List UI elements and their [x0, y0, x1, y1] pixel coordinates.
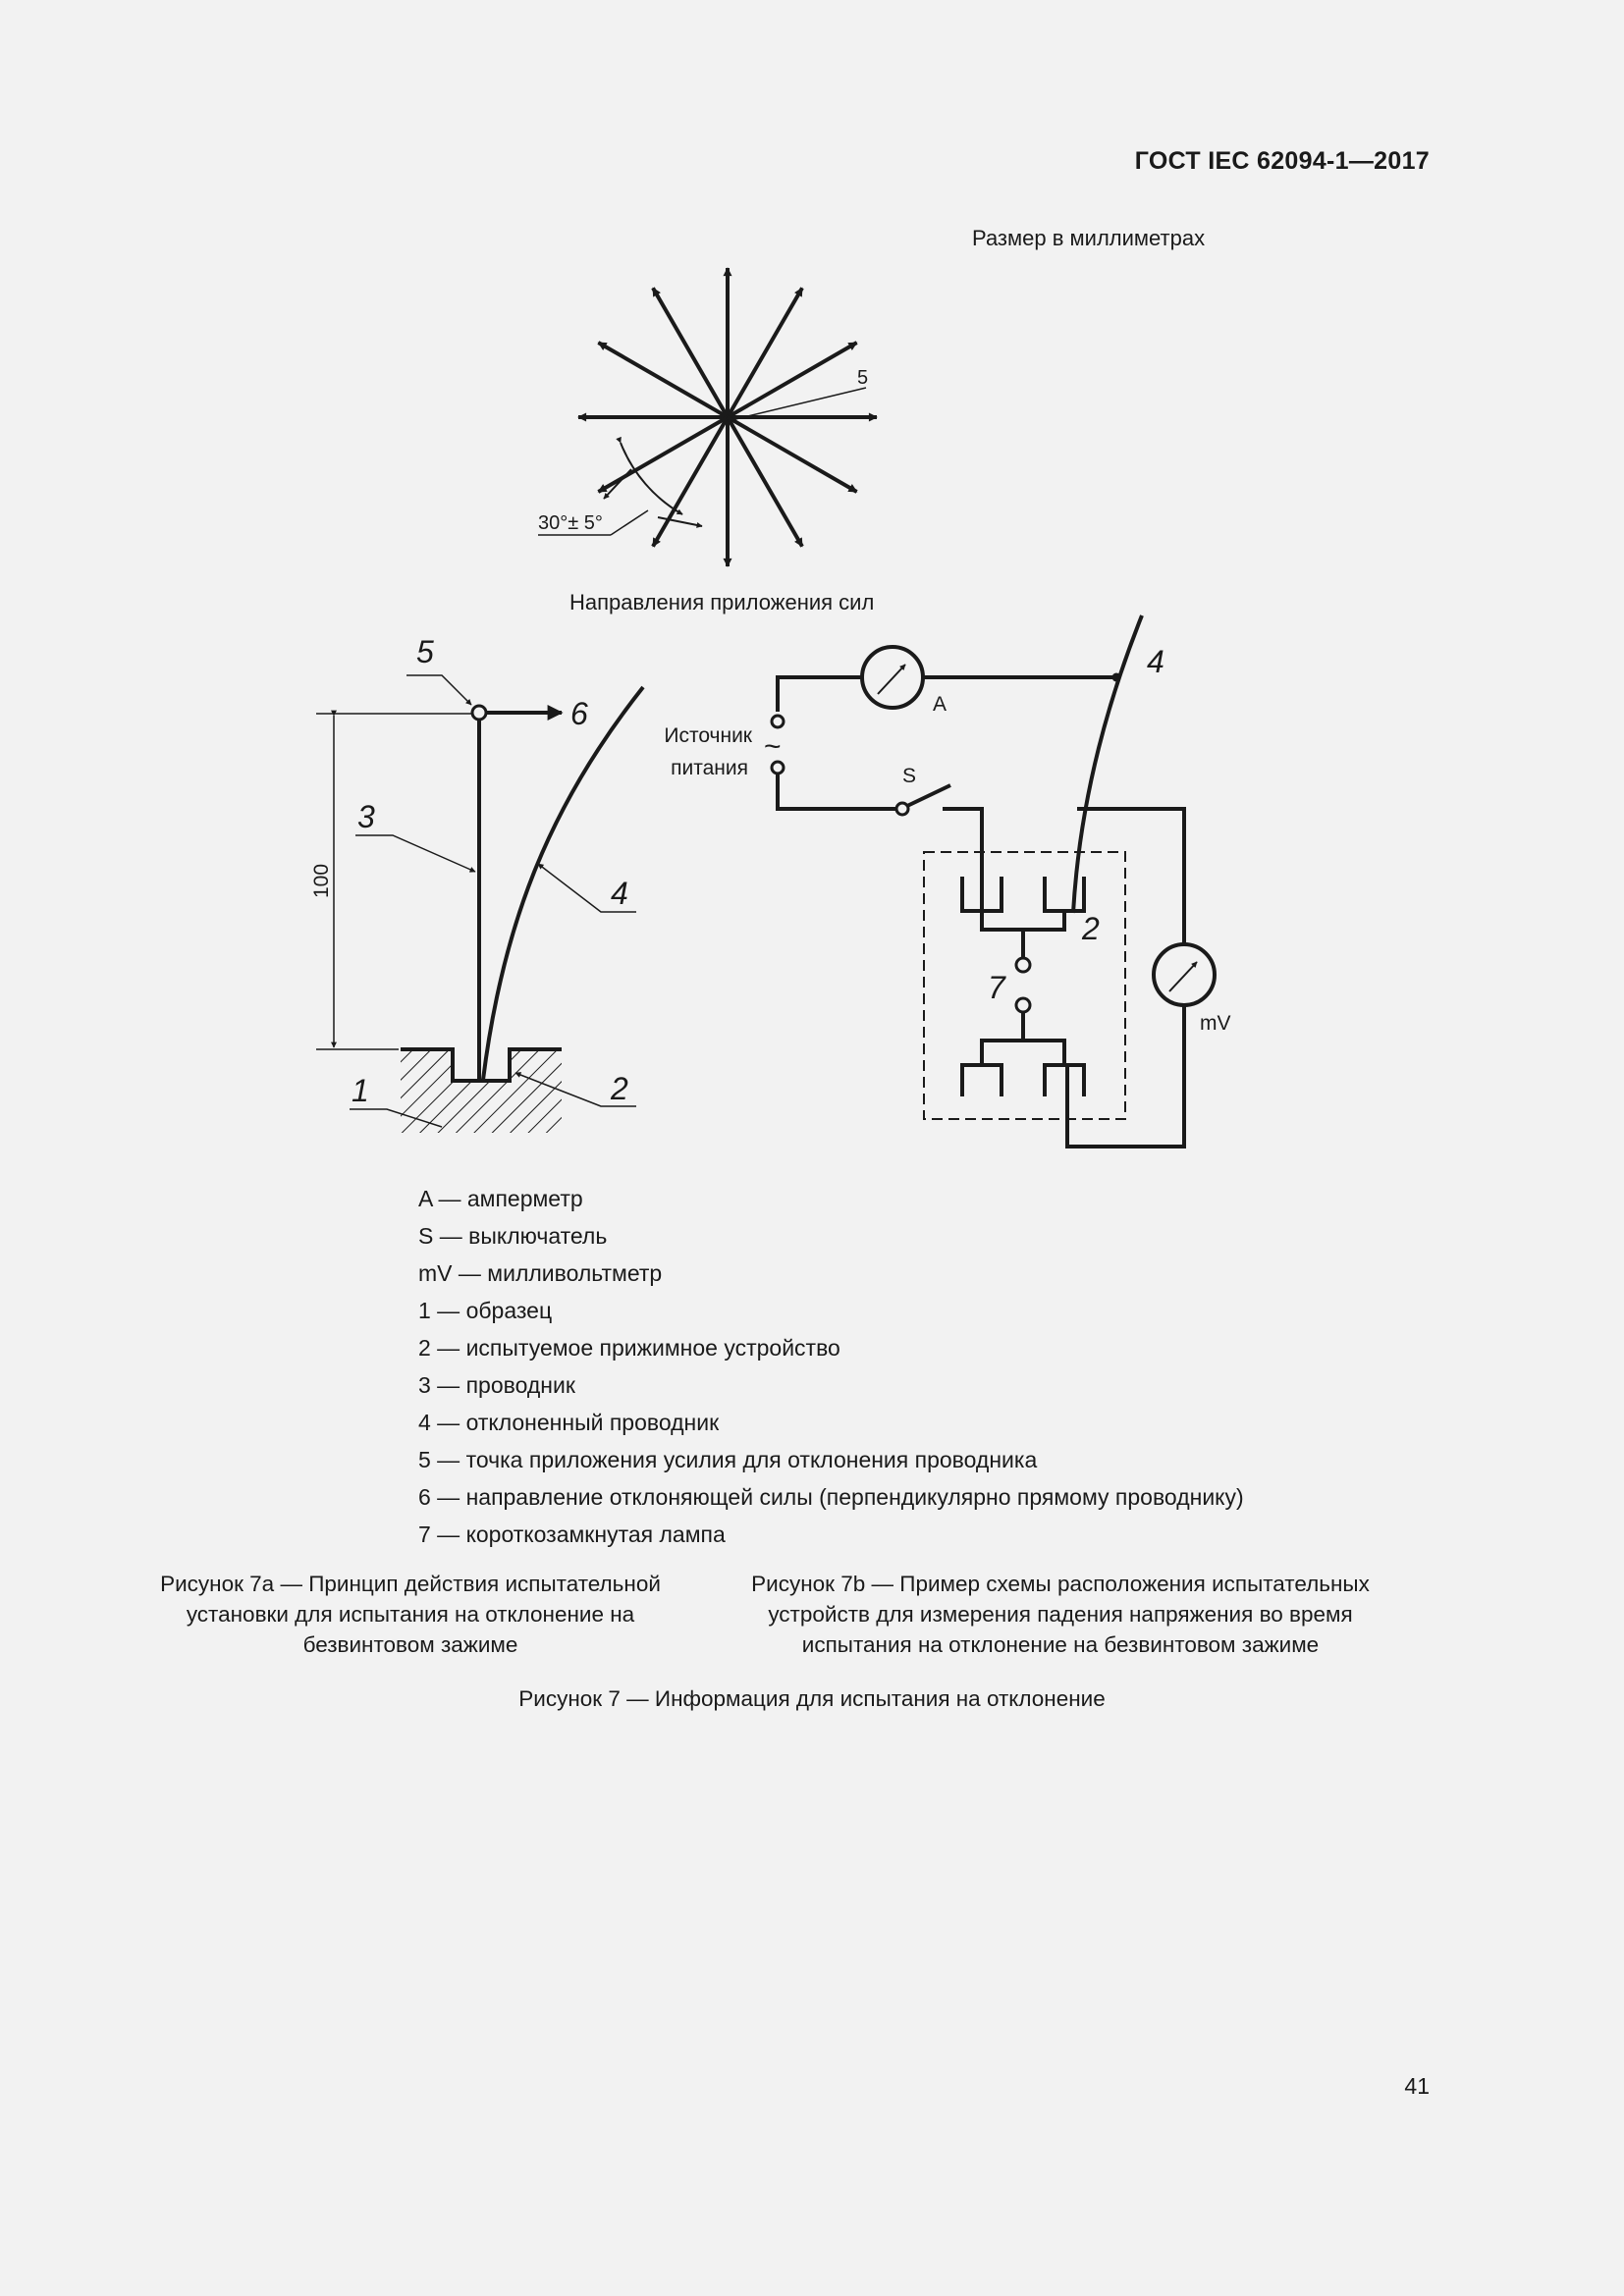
- junction-dot: [1112, 673, 1121, 682]
- angle-label-leader: [611, 510, 648, 535]
- clamp-lower-left: [962, 1065, 1001, 1096]
- caption-figure-7b: [717, 1569, 1404, 1660]
- caption-line: безвинтовом зажиме: [302, 1632, 518, 1657]
- fig-b-mark-7: 7: [988, 970, 1005, 1005]
- page-number: 41: [1404, 2073, 1430, 2099]
- ammeter-label: A: [933, 693, 947, 716]
- caption-figure-7a: [116, 1569, 705, 1660]
- force-direction-arrows: [578, 268, 877, 566]
- caption-figure-7: Рисунок 7 — Информация для испытания на отклонение: [518, 1686, 1106, 1711]
- dimension-value: 100: [310, 863, 333, 898]
- legend-item: 5 — точка приложения усилия для отклонения проводника: [418, 1447, 1038, 1472]
- angle-leader-a: [604, 469, 631, 499]
- source-label-2: питания: [671, 757, 748, 779]
- switch-label: S: [902, 765, 917, 787]
- fig-a-mark-4: 4: [611, 876, 628, 911]
- angle-arc: [621, 443, 682, 514]
- fig-b-mark-2: 2: [1082, 911, 1100, 946]
- source-terminal-top: [772, 716, 784, 727]
- star-ref-5: 5: [857, 367, 869, 389]
- legend-item: S — выключатель: [418, 1223, 608, 1249]
- figure-7a: [316, 675, 643, 1133]
- legend-item: 6 — направление отклоняющей силы (перпендикулярно прямому проводнику): [418, 1484, 1244, 1510]
- fig-a-mark-3: 3: [357, 799, 375, 834]
- wire-source-to-switch: [778, 774, 896, 809]
- standard-header: ГОСТ IEC 62094-1—2017: [1134, 147, 1430, 175]
- leader-3: [355, 835, 475, 872]
- fig-a-mark-2: 2: [611, 1071, 628, 1106]
- legend-item: A — амперметр: [418, 1186, 583, 1211]
- caption-line: испытания на отклонение на безвинтовом зажиме: [801, 1632, 1320, 1657]
- source-label-1: Источник: [664, 724, 752, 747]
- caption-line: установки для испытания на отклонение на: [186, 1602, 635, 1627]
- lamp-terminal-bottom: [1016, 998, 1030, 1012]
- lamp-terminal-top: [1016, 958, 1030, 972]
- legend-item: 4 — отклоненный проводник: [418, 1410, 720, 1435]
- figure-legend: [418, 1184, 1244, 1557]
- directions-caption: Направления приложения сил: [569, 590, 875, 614]
- clamp-upper-right: [1045, 877, 1084, 911]
- legend-item: 7 — короткозамкнутая лампа: [418, 1522, 726, 1547]
- test-device-box: [924, 852, 1125, 1119]
- caption-line: Рисунок 7b — Пример схемы расположения испытательных: [751, 1572, 1370, 1596]
- legend-item: mV — милливольтметр: [418, 1260, 663, 1286]
- fig-a-mark-1: 1: [352, 1073, 369, 1108]
- source-tilde: ~: [764, 730, 782, 763]
- legend-item: 2 — испытуемое прижимное устройство: [418, 1335, 840, 1361]
- clamp-lower-bus: [982, 1041, 1064, 1065]
- fig-a-mark-5: 5: [416, 634, 434, 669]
- clamp-upper-bus: [982, 911, 1064, 930]
- wire-source-to-ammeter: [778, 677, 862, 712]
- switch-s[interactable]: [907, 785, 950, 806]
- figure-7b: [772, 615, 1215, 1147]
- legend-item: 1 — образец: [418, 1298, 553, 1323]
- millivoltmeter-label: mV: [1200, 1012, 1231, 1035]
- units-note: Размер в миллиметрах: [972, 226, 1206, 250]
- caption-line: Рисунок 7а — Принцип действия испытательной: [160, 1572, 661, 1596]
- legend-item: 3 — проводник: [418, 1372, 575, 1398]
- deflected-conductor-b: [1073, 615, 1142, 913]
- clamp-lower-right: [1045, 1065, 1084, 1096]
- leader-5: [406, 675, 471, 705]
- fig-a-mark-6: 6: [570, 696, 588, 731]
- fig-b-mark-4: 4: [1147, 644, 1164, 679]
- angle-label: 30°± 5°: [538, 512, 603, 534]
- source-terminal-bottom: [772, 762, 784, 774]
- caption-line: устройств для измерения падения напряжения во время: [768, 1602, 1353, 1627]
- force-point-5: [472, 706, 486, 720]
- switch-contact: [896, 803, 908, 815]
